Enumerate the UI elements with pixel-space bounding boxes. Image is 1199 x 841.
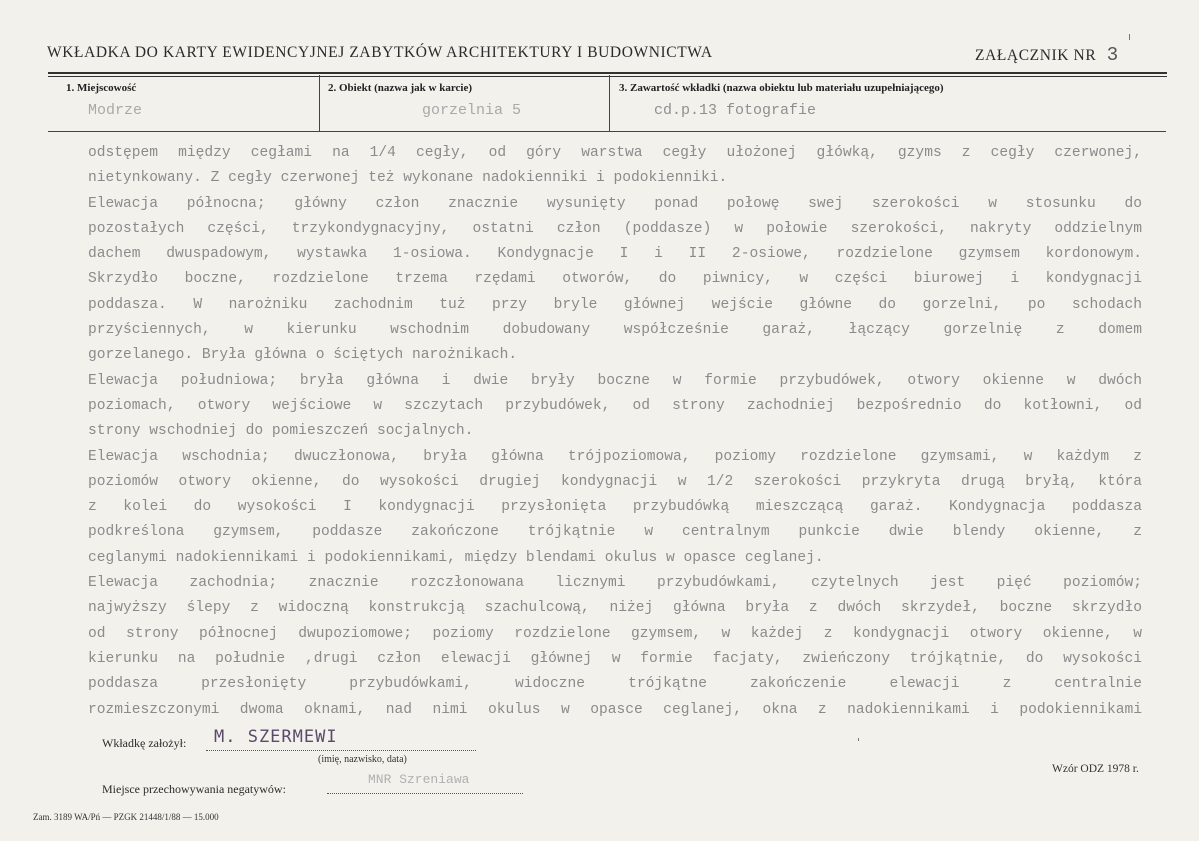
annex-label: ZAŁĄCZNIK NR	[975, 47, 1097, 64]
description-line: kierunku na południe ,drugi człon elewacji głównej w formie facjaty, zwieńczony trójkątnie, do wysokości	[88, 650, 1142, 667]
field-object	[320, 75, 609, 131]
field-locality-value: Modrze	[88, 102, 143, 119]
margin-mark	[858, 738, 859, 741]
author-label: Wkładkę założył:	[102, 736, 187, 750]
description-line: strony wschodniej do pomieszczeń socjalnych.	[88, 423, 474, 440]
description-text	[88, 141, 1142, 723]
field-contents-value: cd.p.13 fotografie	[654, 102, 817, 119]
description-line: poddasza przesłonięty przybudówkami, widoczne trójkątne zakończenie elewacji z centralnie	[88, 676, 1142, 693]
form-title: WKŁADKA DO KARTY EWIDENCYJNEJ ZABYTKÓW ARCHITEKTURY I BUDOWNICTWA	[47, 44, 713, 61]
description-line: z kolei do wysokości I kondygnacji przysłonięta przybudówką mieszczącą garaż. Kondygnacja poddasza	[88, 499, 1142, 516]
field-contents	[610, 75, 1166, 131]
description-line: Elewacja południowa; bryła główna i dwie bryły boczne w formie przybudówek, otwory okienne w dwóch	[88, 372, 1142, 389]
corner-tick	[1129, 34, 1130, 40]
author-dotted-line	[206, 750, 476, 751]
field-locality	[48, 75, 319, 131]
author-signature: M. SZERMEWI	[214, 727, 338, 747]
description-line: poddasza. W narożniku zachodnim tuż przy bryle głównej wejście główne do gorzelni, po schodach	[88, 296, 1142, 313]
annex-number: 3	[1106, 44, 1119, 66]
description-line: od strony północnej dwupoziomowe; poziomy rozdzielone gzymsem, w każdej z kondygnacji otwory okienne, w	[88, 625, 1142, 642]
author-caption: (imię, nazwisko, data)	[318, 754, 407, 765]
description-line: gorzelanego. Bryła główna o ściętych narożnikach.	[88, 347, 518, 364]
description-line: Elewacja północna; główny człon znacznie wysunięty ponad połowę swej szerokości w stosunku do	[88, 195, 1142, 212]
header-top-rule	[48, 72, 1167, 74]
description-line: podkreślona gzymsem, poddasze zakończone trójkątnie w centralnym punkcie dwie blendy okienne, z	[88, 524, 1142, 541]
negatives-value: MNR Szreniawa	[368, 772, 470, 787]
description-line: poziomów otwory okienne, do wysokości drugiej kondygnacji w 1/2 szerokości przykryta drugą bryłą, która	[88, 473, 1142, 490]
field-contents-label: 3. Zawartość wkładki (nazwa obiektu lub materiału uzupełniającego)	[619, 82, 944, 94]
description-line: nietynkowany. Z cegły czerwonej też wykonane nadokienniki i podokienniki.	[88, 170, 728, 187]
description-line: odstępem między cegłami na 1/4 cegły, od góry warstwa cegły ułożonej główką, gzyms z cegły czerwonej,	[88, 145, 1142, 161]
negatives-label: Miejsce przechowywania negatywów:	[102, 782, 286, 796]
field-object-label: 2. Obiekt (nazwa jak w karcie)	[328, 82, 473, 94]
description-line: przyściennych, w kierunku wschodnim dobudowany współcześnie garaż, łączący gorzelnię z domem	[88, 322, 1142, 339]
description-line: ceglanymi nadokiennikami i podokiennikami, między blendami okulus w opasce ceglanej.	[88, 549, 824, 566]
description-line: najwyższy ślepy z widoczną konstrukcją szachulcową, niżej główna bryła z dwóch skrzydeł, boczne skrzydło	[88, 600, 1142, 617]
negatives-dotted-line	[327, 793, 523, 794]
description-line: dachem dwuspadowym, wystawka 1-osiowa. Kondygnacje I i II 2-osiowe, rozdzielone gzymsem kordonowym.	[88, 246, 1142, 263]
header-fields-box	[48, 75, 1166, 132]
description-line: poziomach, otwory wejściowe w szczytach przybudówek, od strony zachodniej bezpośrednio do kotłowni, od	[88, 397, 1142, 414]
description-line: Elewacja wschodnia; dwuczłonowa, bryła główna trójpoziomowa, poziomy rozdzielone gzymsami, w każdym z	[88, 448, 1142, 465]
field-locality-label: 1. Miejscowość	[66, 82, 137, 94]
annex-label-group	[975, 44, 1119, 66]
description-line: Skrzydło boczne, rozdzielone trzema rzędami otworów, do piwnicy, w części biurowej i kondygnacji	[88, 271, 1142, 288]
field-object-value: gorzelnia 5	[422, 102, 522, 119]
description-line: rozmieszczonymi dwoma oknami, nad nimi okulus w opasce ceglanej, okna z nadokiennikami i podokiennikami	[88, 701, 1142, 718]
description-line: Elewacja zachodnia; znacznie rozczłonowana licznymi przybudówkami, czytelnych jest pięć poziomów;	[88, 575, 1142, 592]
printer-note: Zam. 3189 WA/Pń — PZGK 21448/1/88 — 15.000	[33, 812, 219, 822]
description-line: pozostałych części, trzykondygnacyjny, ostatni człon (poddasze) w połowie szerokości, nakryty oddzielnym	[88, 220, 1142, 237]
template-note: Wzór ODZ 1978 r.	[1052, 763, 1139, 775]
